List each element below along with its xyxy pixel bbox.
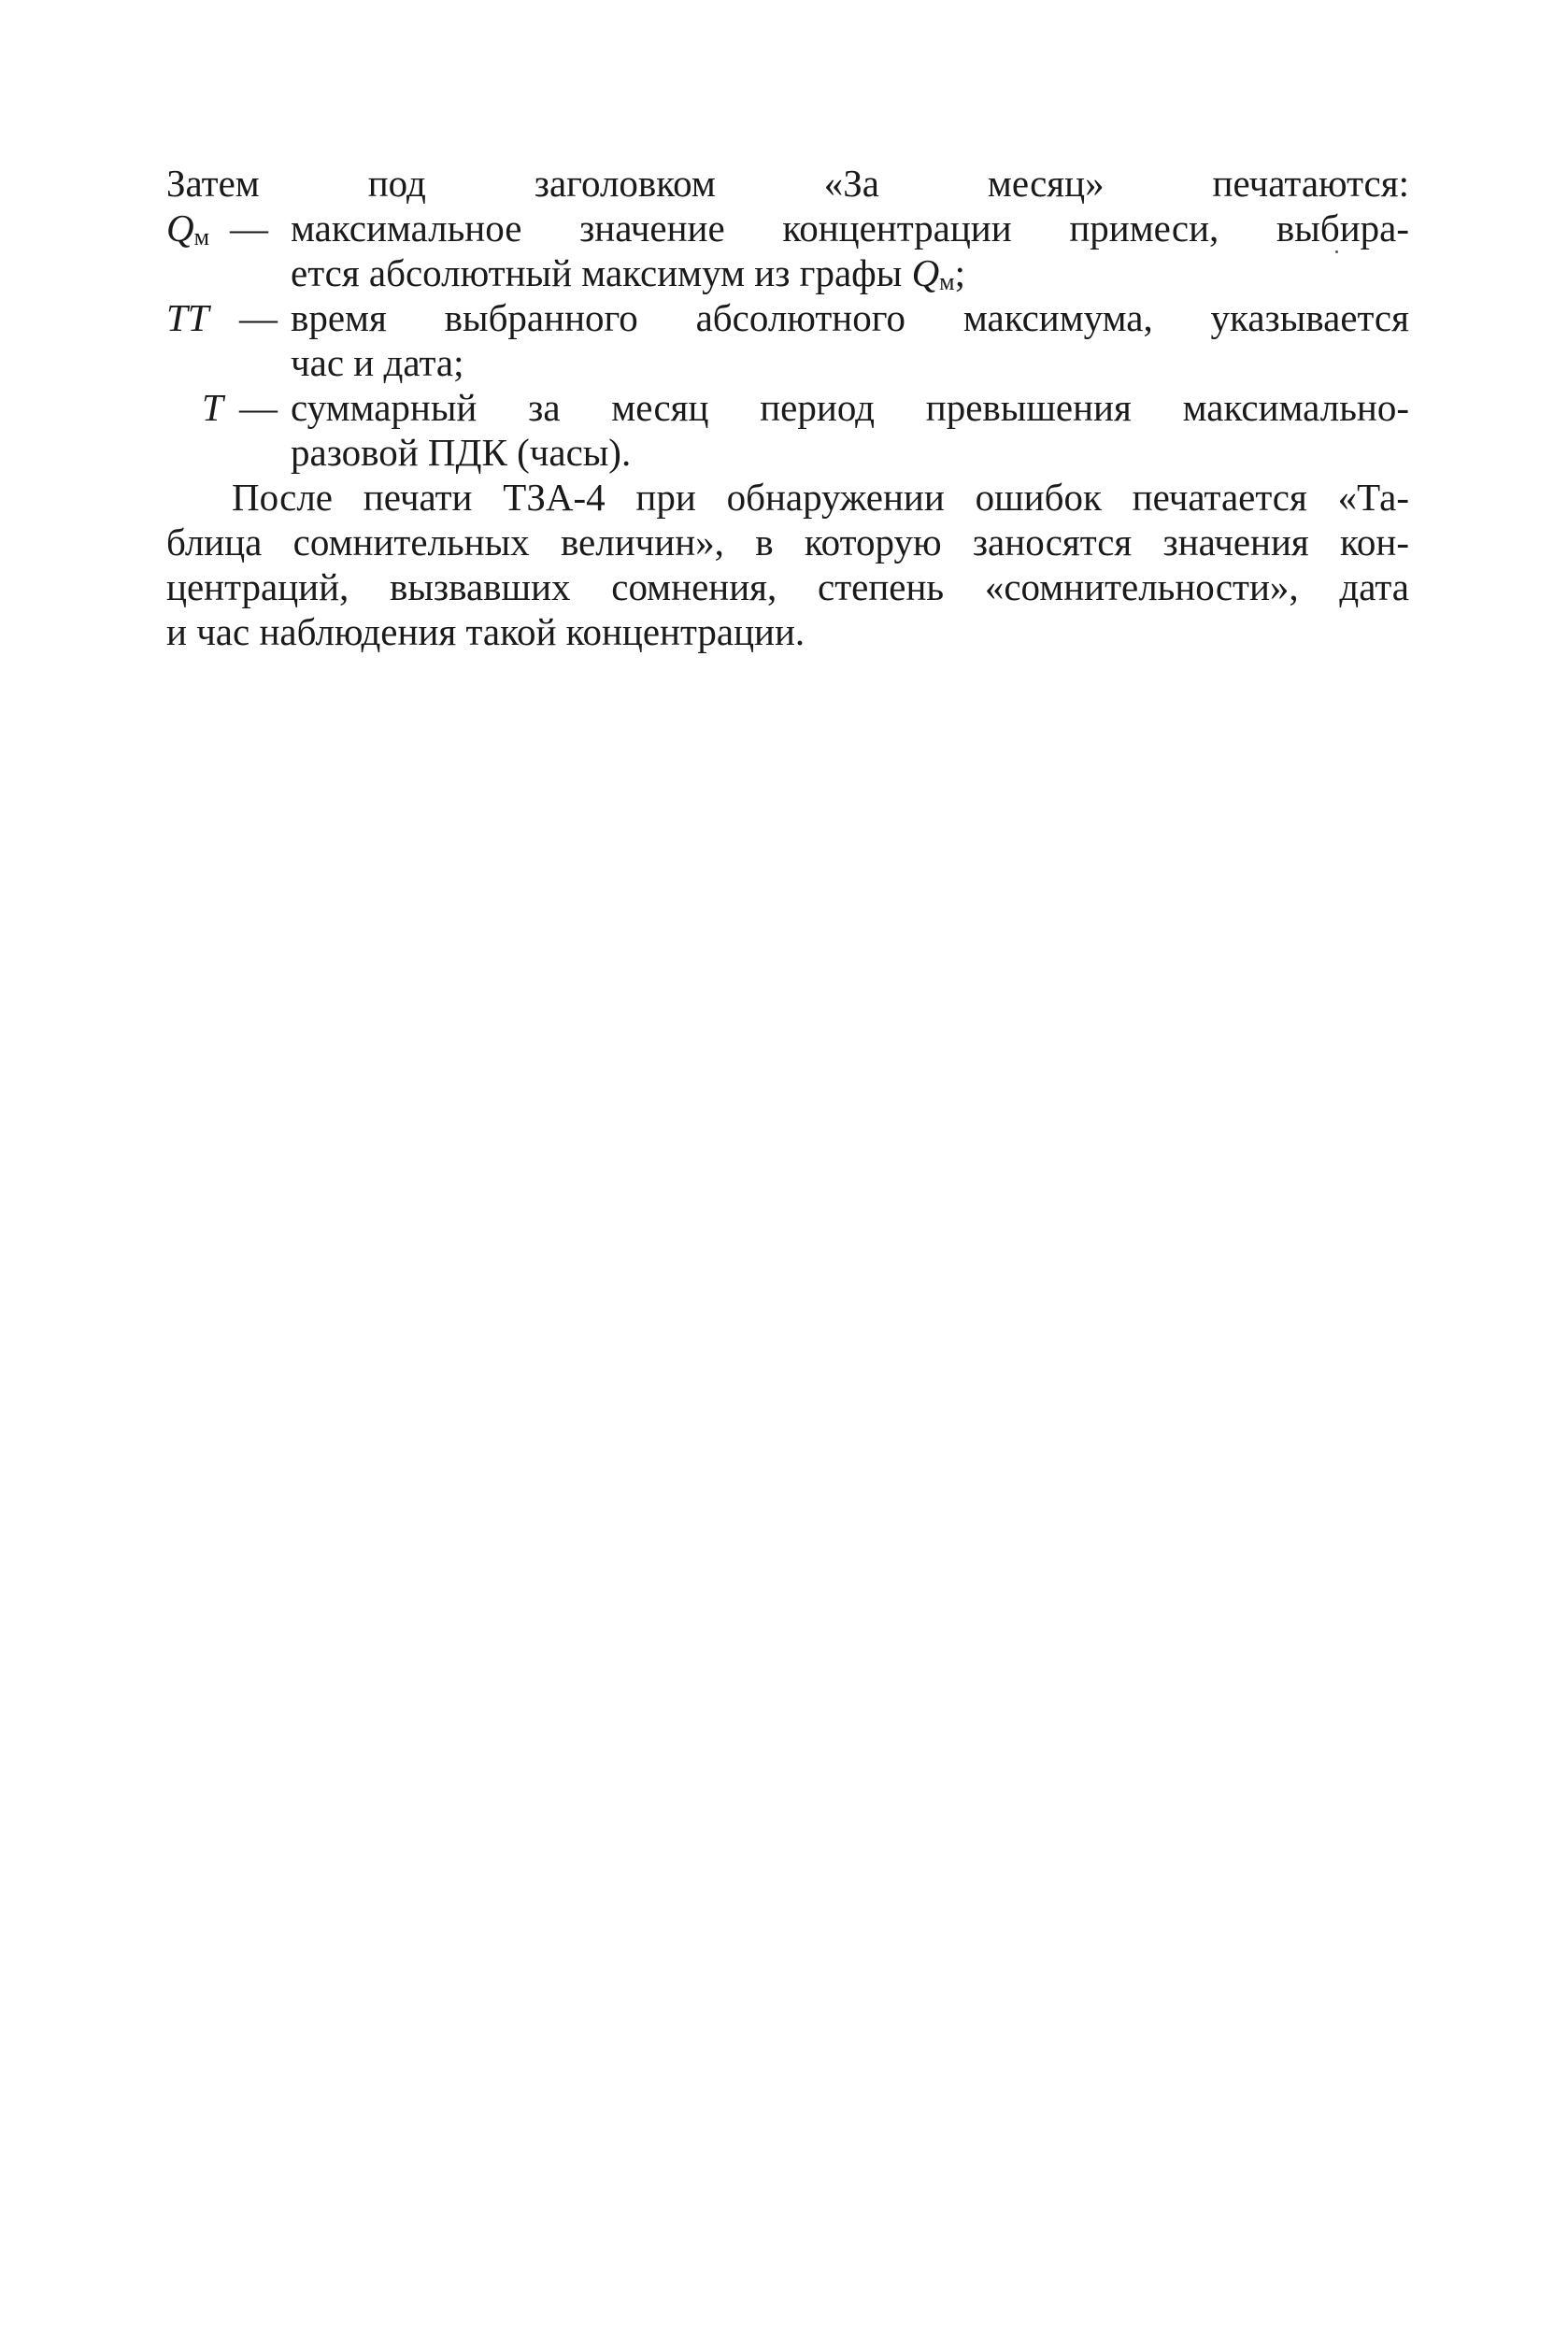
definition-t-line1: суммарный за месяц период превышения максимально- bbox=[291, 386, 1409, 429]
paragraph-line-4: и час наблюдения такой концентрации. bbox=[166, 610, 805, 653]
definition-qm-line2: ется абсолютный максимум из графы $Q_м$; bbox=[291, 251, 966, 295]
dash: — bbox=[239, 296, 278, 339]
paragraph-line-1: После печати ТЗА-4 при обнаружении ошибок печатается «Та- bbox=[232, 476, 1409, 519]
dash: — bbox=[239, 386, 278, 429]
paragraph-line-2: блица сомнительных величин», в которую заносятся значения кон- bbox=[166, 521, 1409, 564]
term-t: Т bbox=[202, 386, 223, 429]
intro-line: Затем под заголовком «За месяц» печатаются: bbox=[166, 162, 1409, 205]
definition-qm-line1: максимальное значение концентрации примеси, выбира- bbox=[291, 207, 1409, 250]
term-qm: $Q_м$ bbox=[166, 207, 210, 250]
paragraph-line-3: центраций, вызвавших сомнения, степень «сомнительности», дата bbox=[166, 565, 1409, 608]
definition-t-line2: разовой ПДК (часы). bbox=[291, 431, 632, 474]
print-speck bbox=[1335, 250, 1338, 253]
definition-tt-line2: час и дата; bbox=[291, 341, 464, 384]
dash: — bbox=[230, 207, 268, 250]
definition-tt-line1: время выбранного абсолютного максимума, указывается bbox=[291, 296, 1409, 339]
term-tt: ТТ bbox=[166, 296, 209, 339]
